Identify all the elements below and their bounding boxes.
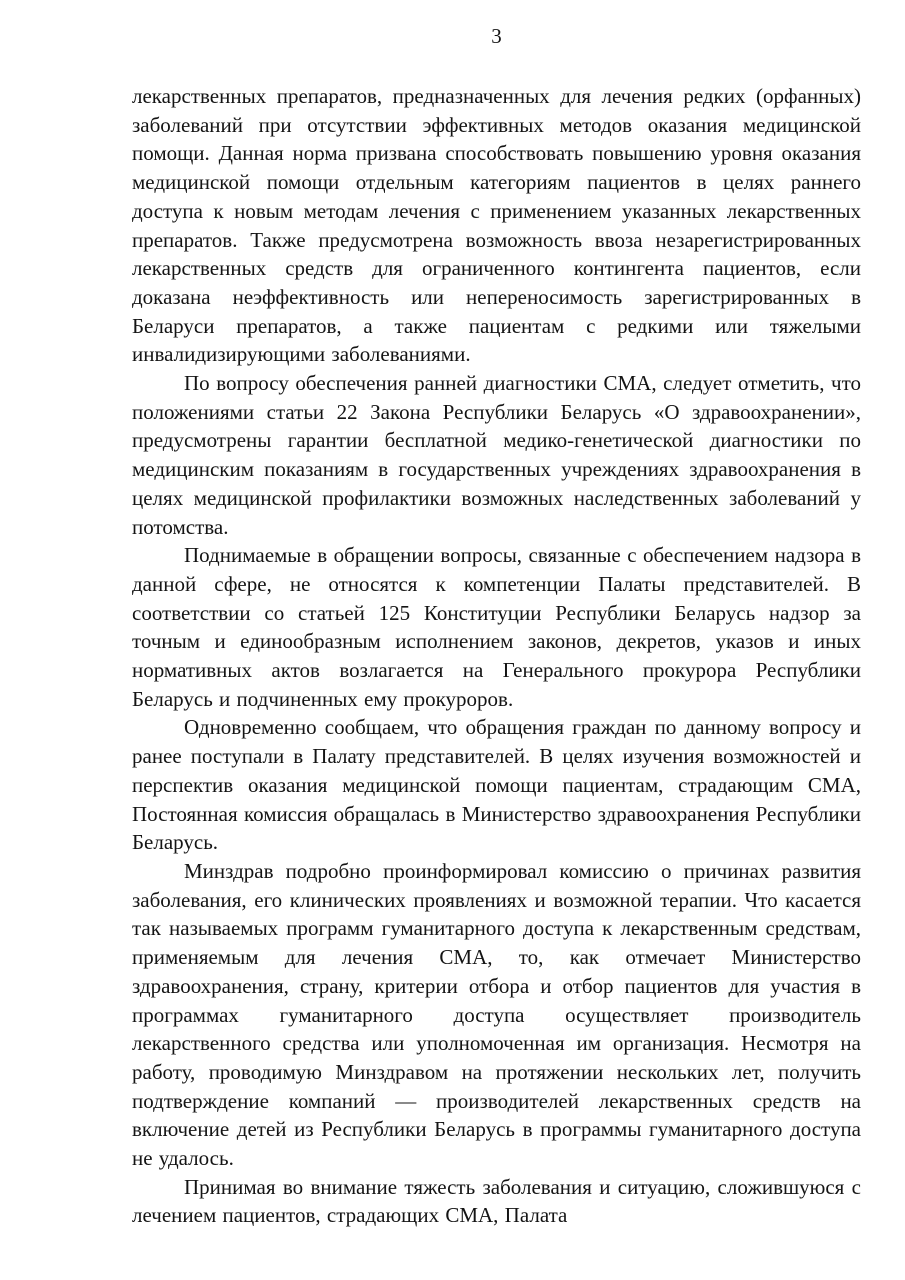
paragraph: По вопросу обеспечения ранней диагностики СМА, следует отметить, что положениями статьи 22 Закона Республики Беларусь «О здравоохранении», предусмотрены гарантии бесплатной медико-генетической диагностики по медицинским показаниям в государственных учреждениях здравоохранения в целях медицинской профилактики возможных наследственных заболеваний у потомства. bbox=[132, 371, 861, 539]
paragraph: Одновременно сообщаем, что обращения граждан по данному вопросу и ранее поступали в Палату представителей. В целях изучения возможностей и перспектив оказания медицинской помощи пациентам, страдающим СМА, Постоянная комиссия обращалась в Министерство здравоохранения Республики Беларусь. bbox=[132, 715, 861, 855]
paragraph: лекарственных препаратов, предназначенных для лечения редких (орфанных) заболеваний при отсутствии эффективных методов оказания медицинской помощи. Данная норма призвана способствовать повышению уровня оказания медицинской помощи отдельным категориям пациентов в целях раннего доступа к новым методам лечения с применением указанных лекарственных препаратов. Также предусмотрена возможность ввоза незарегистрированных лекарственных средств для ограниченного контингента пациентов, если доказана неэффективность или непереносимость зарегистрированных в Беларуси препаратов, а также пациентам с редкими или тяжелыми инвалидизирующими заболеваниями. bbox=[132, 84, 861, 367]
paragraph: Минздрав подробно проинформировал комиссию о причинах развития заболевания, его клинических проявлениях и возможной терапии. Что касается так называемых программ гуманитарного доступа к лекарственным средствам, применяемым для лечения СМА, то, как отмечает Министерство здравоохранения, страну, критерии отбора и отбор пациентов для участия в программах гуманитарного доступа осуществляет производитель лекарственного средства или уполномоченная им организация. Несмотря на работу, проводимую Минздравом на протяжении нескольких лет, получить подтверждение компаний — производителей лекарственных средств на включение детей из Республики Беларусь в программы гуманитарного доступа не удалось. bbox=[132, 858, 861, 1171]
text-column bbox=[132, 24, 861, 1230]
paragraph: Поднимаемые в обращении вопросы, связанные с обеспечением надзора в данной сфере, не относятся к компетенции Палаты представителей. В соответствии со статьей 125 Конституции Республики Беларусь надзор за точным и единообразным исполнением законов, декретов, указов и иных нормативных актов возлагается на Генерального прокурора Республики Беларусь и подчиненных ему прокуроров. bbox=[132, 543, 861, 711]
page-number: 3 bbox=[491, 24, 502, 48]
document-body bbox=[132, 82, 861, 1230]
paragraph: Принимая во внимание тяжесть заболевания и ситуацию, сложившуюся с лечением пациентов, страдающих СМА, Палата bbox=[132, 1174, 861, 1228]
